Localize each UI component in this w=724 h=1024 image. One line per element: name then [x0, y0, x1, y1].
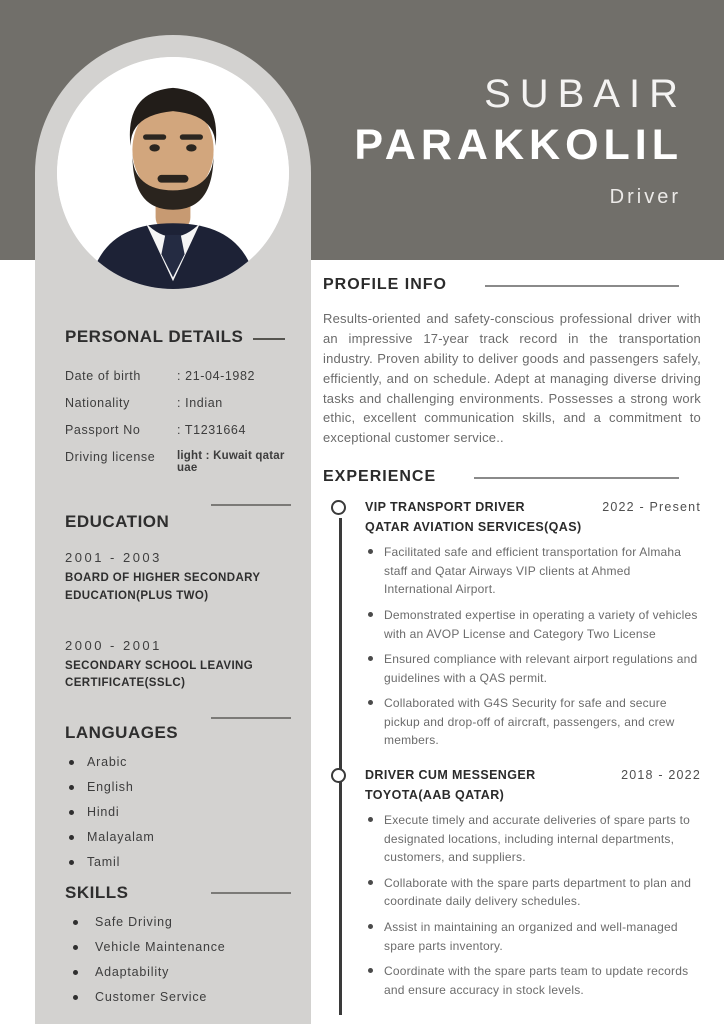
skills-heading: SKILLS — [65, 883, 129, 903]
job-dates: 2022 - Present — [602, 500, 701, 515]
job-bullet: Demonstrated expertise in operating a variety of vehicles with an AVOP License and Category Two License — [365, 606, 701, 643]
skill-item: Adaptability — [65, 965, 291, 979]
education-title: SECONDARY SCHOOL LEAVING CERTIFICATE(SSLC) — [65, 659, 254, 690]
education-years: 2000 - 2001 — [65, 637, 162, 653]
education-item — [65, 638, 291, 694]
detail-row-dob — [65, 369, 291, 383]
detail-value: : 21-04-1982 — [177, 369, 256, 383]
name-block — [354, 72, 687, 209]
section-divider — [211, 504, 291, 506]
language-item: Hindi — [65, 805, 291, 819]
personal-details-heading-row — [65, 327, 291, 347]
job-company: QATAR AVIATION SERVICES(QAS) — [365, 520, 582, 535]
detail-row-passport — [65, 423, 291, 437]
job-entry — [365, 500, 701, 750]
job-bullet: Coordinate with the spare parts team to update records and ensure accuracy in stock levels. — [365, 962, 701, 999]
detail-label: Nationality — [65, 396, 130, 410]
detail-label: Driving license — [65, 450, 156, 464]
profile-info-heading: PROFILE INFO — [323, 276, 447, 293]
experience-section — [323, 468, 701, 999]
heading-rule — [474, 477, 679, 479]
first-name: SUBAIR — [484, 72, 687, 116]
timeline-dot-icon — [331, 768, 346, 783]
skill-item: Customer Service — [65, 990, 291, 1004]
language-item: Tamil — [65, 855, 291, 869]
education-title: BOARD OF HIGHER SECONDARY EDUCATION(PLUS TWO) — [65, 572, 261, 602]
detail-value: : T1231664 — [177, 423, 247, 437]
heading-rule — [485, 285, 679, 287]
last-name: PARAKKOLIL — [354, 121, 683, 169]
job-head — [365, 500, 701, 514]
skills-list — [65, 915, 291, 1004]
section-divider — [211, 717, 291, 719]
job-head — [365, 768, 701, 782]
section-divider — [211, 892, 291, 894]
detail-label: Passport No — [65, 423, 141, 437]
languages-heading: LANGUAGES — [65, 723, 179, 743]
education-years: 2001 - 2003 — [65, 550, 162, 565]
skill-item: Vehicle Maintenance — [65, 940, 291, 954]
experience-heading: EXPERIENCE — [323, 468, 437, 486]
job-title: VIP TRANSPORT DRIVER — [365, 500, 525, 515]
personal-details-rows — [65, 369, 291, 474]
experience-heading-row — [323, 468, 701, 486]
job-bullet: Assist in maintaining an organized and well-managed spare parts inventory. — [365, 918, 701, 955]
education-heading: EDUCATION — [65, 512, 170, 531]
languages-list — [65, 755, 291, 869]
detail-row-nationality — [65, 396, 291, 410]
profile-photo — [57, 57, 289, 289]
sidebar-content — [65, 327, 291, 1015]
profile-text: Results-oriented and safety-conscious professional driver with an impressive 17-year track record in the transportation industry. Proven ability to deliver goods and passengers safely, efficiently, and on schedule. Adept at managing diverse driving tasks and challenging environments. Possesses a strong work ethic, excellent communication skills, and a commitment to exceptional customer service.. — [323, 311, 701, 446]
portrait-icon — [57, 57, 289, 289]
job-company: TOYOTA(AAB QATAR) — [365, 788, 505, 803]
job-title: Driver — [609, 186, 681, 208]
job-title: DRIVER CUM MESSENGER — [365, 768, 536, 783]
job-dates: 2018 - 2022 — [621, 768, 701, 783]
job-bullet-list — [365, 543, 701, 750]
education-item — [65, 550, 291, 606]
job-bullet: Execute timely and accurate deliveries of spare parts to designated locations, including internal departments, customers, and suppliers. — [365, 811, 701, 867]
skills-heading-row — [65, 883, 291, 903]
heading-dash — [253, 338, 285, 340]
timeline-dot-icon — [331, 500, 346, 515]
language-item: Arabic — [65, 755, 291, 769]
job-bullet: Facilitated safe and efficient transportation for Almaha staff and Qatar Airways VIP clients at Ahmed International Airport. — [365, 543, 701, 599]
main-column — [323, 276, 701, 1017]
job-bullet: Collaborated with G4S Security for safe and secure pickup and drop-off of aircraft, passengers, and crew members. — [365, 694, 701, 750]
language-item: English — [65, 780, 291, 794]
detail-label: Date of birth — [65, 369, 141, 383]
detail-value: : Indian — [177, 396, 223, 410]
job-bullet: Collaborate with the spare parts department to plan and coordinate daily delivery schedules. — [365, 874, 701, 911]
job-bullet: Ensured compliance with relevant airport regulations and guidelines with a QAS permit. — [365, 650, 701, 687]
personal-details-heading: PERSONAL DETAILS — [65, 327, 244, 346]
detail-row-driving-license — [65, 450, 291, 474]
job-bullet-list — [365, 811, 701, 999]
experience-timeline — [323, 500, 701, 999]
sidebar — [35, 35, 311, 1024]
skill-item: Safe Driving — [65, 915, 291, 929]
timeline-line — [339, 518, 342, 1015]
language-item: Malayalam — [65, 830, 291, 844]
detail-value: light : Kuwait qatar uae — [177, 450, 285, 474]
job-entry — [365, 768, 701, 999]
profile-heading-row — [323, 276, 701, 294]
